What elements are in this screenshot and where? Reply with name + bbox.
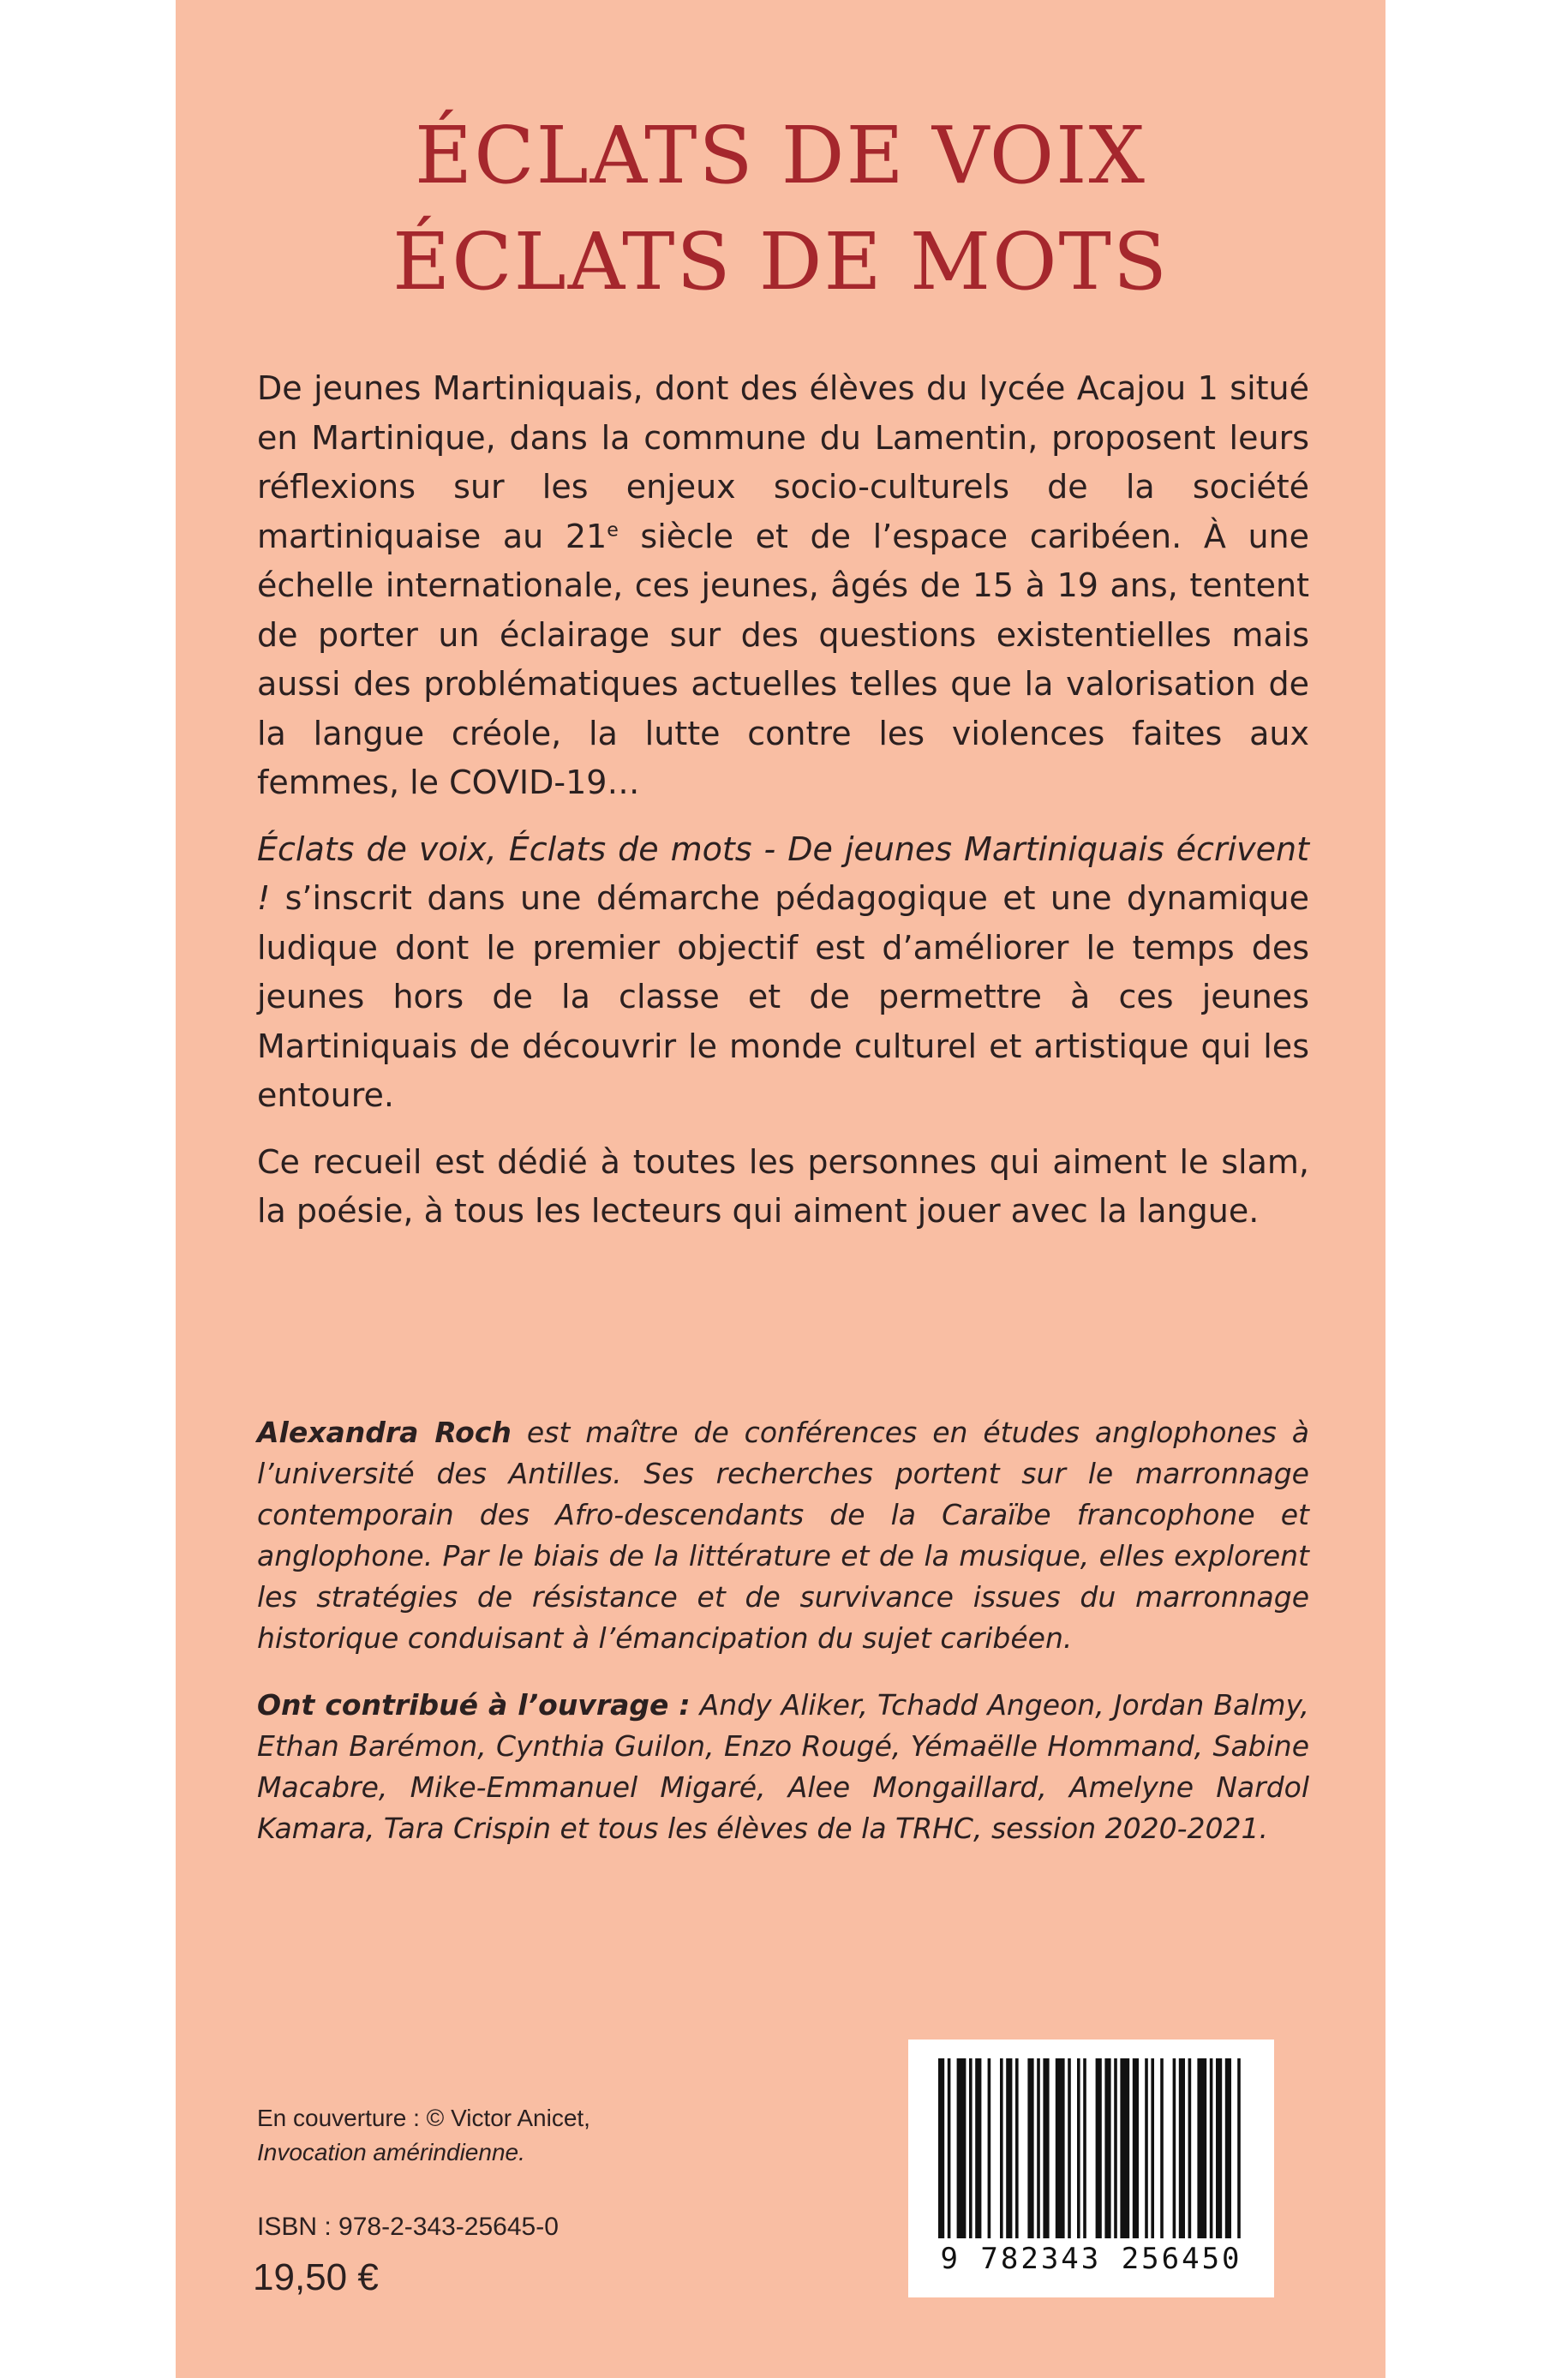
barcode-bar [1120,2058,1129,2238]
barcode-bar [1179,2058,1185,2238]
author-bio [257,1412,1309,1659]
blurb-paragraph-3: Ce recueil est dédié à toutes les personnes qui aiment le slam, la poésie, à tous les lecteurs qui aiment jouer avec la langue. [257,1142,1309,1230]
barcode-bar [1216,2058,1222,2238]
barcode-bar [1015,2058,1019,2238]
blurb-p1-a: De jeunes Martiniquais, dont des élèves du lycée Acajou 1 situé en Martinique, dans la commune du Lamentin, proposent leurs réflexions sur les enjeux socio-culturels de la société martiniquaise au 21 [257,369,1309,555]
cover-credit [257,2101,590,2170]
barcode-bar [1043,2058,1049,2238]
author-name: Alexandra Roch [257,1416,512,1449]
author-section [257,1412,1309,1875]
barcode-bar [1173,2058,1176,2238]
cover-credit-line-1: En couverture : © Victor Anicet, [257,2105,590,2131]
blurb-p2-rest: s’inscrit dans une démarche pédagogique et une dynamique ludique dont le premier objectif est d’améliorer le temps des jeunes hors de la classe et de permettre à ces jeunes Martiniquais de découvrir le monde culturel et artistique qui les entoure. [257,879,1309,1114]
barcode-bar [1114,2058,1117,2238]
barcode-bar [1197,2058,1206,2238]
price: 19,50 € [253,2256,379,2298]
barcode-bar [938,2058,944,2238]
barcode-bar [1068,2058,1071,2238]
barcode-bar [969,2058,973,2238]
barcode-bar [948,2058,951,2238]
blurb-p1-b: siècle et de l’espace caribéen. À une échelle internationale, ces jeunes, âgés de 15 à 19 ans, tentent de porter un éclairage sur des questions existentielles mais aussi des problématiques actuelles telles que la valorisation de la langue créole, la lutte contre les violences faites aux femmes, le COVID-19… [257,517,1309,801]
barcode-bar [1237,2058,1241,2238]
back-cover [176,0,1385,2378]
barcode-bar [957,2058,967,2238]
barcode-bar [1006,2058,1012,2238]
title-line-2: ÉCLATS DE MOTS [392,216,1169,308]
barcode-bar [1133,2058,1139,2238]
author-bio-text: est maître de conférences en études anglophones à l’université des Antilles. Ses recherches portent sur le marronnage contemporain des Afro-descendants de la Caraïbe francophone et anglophone. Par le biais de la littérature et de la musique, elles explorent les stratégies de résistance et de survivance issues du marronnage historique conduisant à l’émancipation du sujet caribéen. [257,1416,1309,1655]
blurb-paragraph-1 [257,364,1309,808]
barcode-bar [1056,2058,1065,2238]
title-line-1: ÉCLATS DE VOIX [415,110,1146,201]
contributors [257,1685,1309,1849]
blurb-p2-italic: Éclats de voix, Éclats de mots - De jeunes Martiniquais écrivent ! [257,830,1309,917]
barcode-bar [1188,2058,1192,2238]
barcode-bar [1104,2058,1110,2238]
contributors-label: Ont contribué à l’ouvrage : [257,1688,691,1722]
barcode-digits: 9 782343 256450 [940,2242,1242,2276]
barcode-bar [1225,2058,1231,2238]
contributors-names: Andy Aliker, Tchadd Angeon, Jordan Balmy, Ethan Barémon, Cynthia Guilon, Enzo Rougé, Yémaëlle Hommand, Sabine Macabre, Mike-Emmanuel Migaré, Alee Mongaillard, Amelyne Nardol Kamara, Tara Crispin et tous les élèves de la TRHC, session 2020-2021. [257,1688,1309,1845]
cover-credit-line-2: Invocation amérindienne. [257,2139,525,2165]
barcode-bar [1037,2058,1040,2238]
book-title [176,103,1385,315]
barcode-bar [1027,2058,1033,2238]
barcode [908,2040,1274,2297]
barcode-bar [1210,2058,1213,2238]
isbn: ISBN : 978-2-343-25645-0 [257,2213,559,2241]
barcode-bar [988,2058,991,2238]
blurb-paragraph-2 [257,825,1309,1121]
blurb [257,364,1309,1254]
barcode-bar [975,2058,981,2238]
barcode-bars [908,2040,1274,2245]
barcode-bar [1077,2058,1080,2238]
barcode-bar [1145,2058,1148,2238]
barcode-bar [1083,2058,1086,2238]
barcode-bar [1096,2058,1102,2238]
blurb-p1-sup: e [607,518,619,541]
barcode-bar [1000,2058,1003,2238]
barcode-bar [1151,2058,1154,2238]
barcode-bar [1160,2058,1164,2238]
